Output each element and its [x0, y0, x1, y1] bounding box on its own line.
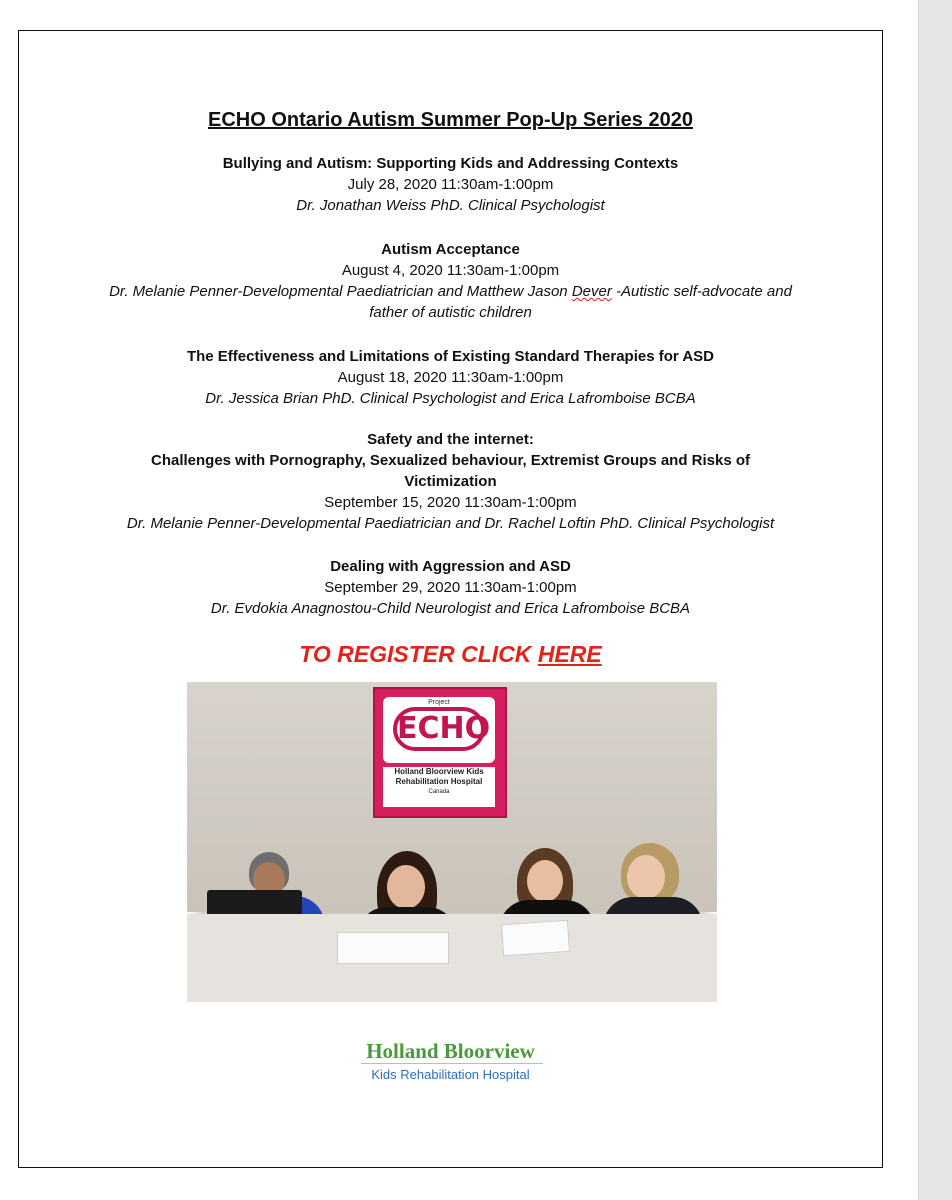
- session-date: August 4, 2020 11:30am-1:00pm: [341, 262, 560, 279]
- sign-caption: [383, 767, 495, 807]
- session-date: July 28, 2020 11:30am-1:00pm: [347, 176, 554, 193]
- team-photo: [187, 682, 717, 1002]
- session-presenter: Dr. Jonathan Weiss PhD. Clinical Psychologist: [296, 197, 605, 214]
- echo-sign: [373, 687, 507, 818]
- session-2: [19, 239, 882, 323]
- scrollbar-track[interactable]: [918, 0, 952, 1200]
- session-date: September 15, 2020 11:30am-1:00pm: [324, 494, 577, 511]
- session-presenter: Dr. Melanie Penner-Developmental Paediatrician and Dr. Rachel Loftin PhD. Clinical Psychologist: [126, 515, 775, 532]
- paper-sheet: [337, 932, 449, 964]
- session-presenter-line2: father of autistic children: [369, 304, 532, 321]
- logo-divider: [361, 1063, 543, 1064]
- session-date: August 18, 2020 11:30am-1:00pm: [337, 369, 564, 386]
- sign-echo-label: ECHO: [393, 707, 485, 751]
- sign-project-label: Project: [428, 699, 450, 706]
- session-title: The Effectiveness and Limitations of Existing Standard Therapies for ASD: [186, 348, 715, 365]
- register-text: TO REGISTER CLICK: [299, 641, 538, 667]
- document-title: ECHO Ontario Autism Summer Pop-Up Series 2020: [208, 109, 693, 131]
- session-presenter: Dr. Evdokia Anagnostou-Child Neurologist and Erica Lafromboise BCBA: [210, 600, 691, 617]
- holland-bloorview-subtitle: Kids Rehabilitation Hospital: [371, 1067, 530, 1082]
- sign-caption-line2: Rehabilitation Hospital: [395, 777, 483, 786]
- session-title: Bullying and Autism: Supporting Kids and Addressing Contexts: [222, 155, 679, 172]
- session-presenter: Dr. Melanie Penner-Developmental Paediatrician and Matthew Jason Dever -Autistic self-advocate and: [109, 283, 792, 300]
- session-presenter: Dr. Jessica Brian PhD. Clinical Psychologist and Erica Lafromboise BCBA: [205, 390, 696, 407]
- session-title-line3: Victimization: [404, 473, 497, 490]
- session-3: [19, 346, 882, 409]
- session-4: [19, 429, 882, 534]
- document-page: [18, 30, 883, 1168]
- paper-sheet: [501, 920, 570, 957]
- session-1: [19, 153, 882, 216]
- spellcheck-word[interactable]: Dever: [571, 283, 612, 300]
- register-link[interactable]: HERE: [537, 641, 602, 667]
- sign-caption-line1: Holland Bloorview Kids: [394, 767, 484, 776]
- session-5: [19, 556, 882, 619]
- session-title: Dealing with Aggression and ASD: [330, 558, 571, 575]
- echo-sign-logo: [383, 697, 495, 763]
- session-title: Autism Acceptance: [381, 241, 520, 258]
- sign-caption-line3: Canada: [428, 789, 450, 795]
- session-title: Safety and the internet:: [367, 431, 534, 448]
- session-title-line2: Challenges with Pornography, Sexualized behaviour, Extremist Groups and Risks of: [150, 452, 751, 469]
- register-callout: [19, 641, 882, 668]
- session-date: September 29, 2020 11:30am-1:00pm: [324, 579, 577, 596]
- holland-bloorview-logo: Holland Bloorview: [366, 1039, 535, 1063]
- photo-table: [187, 914, 717, 1002]
